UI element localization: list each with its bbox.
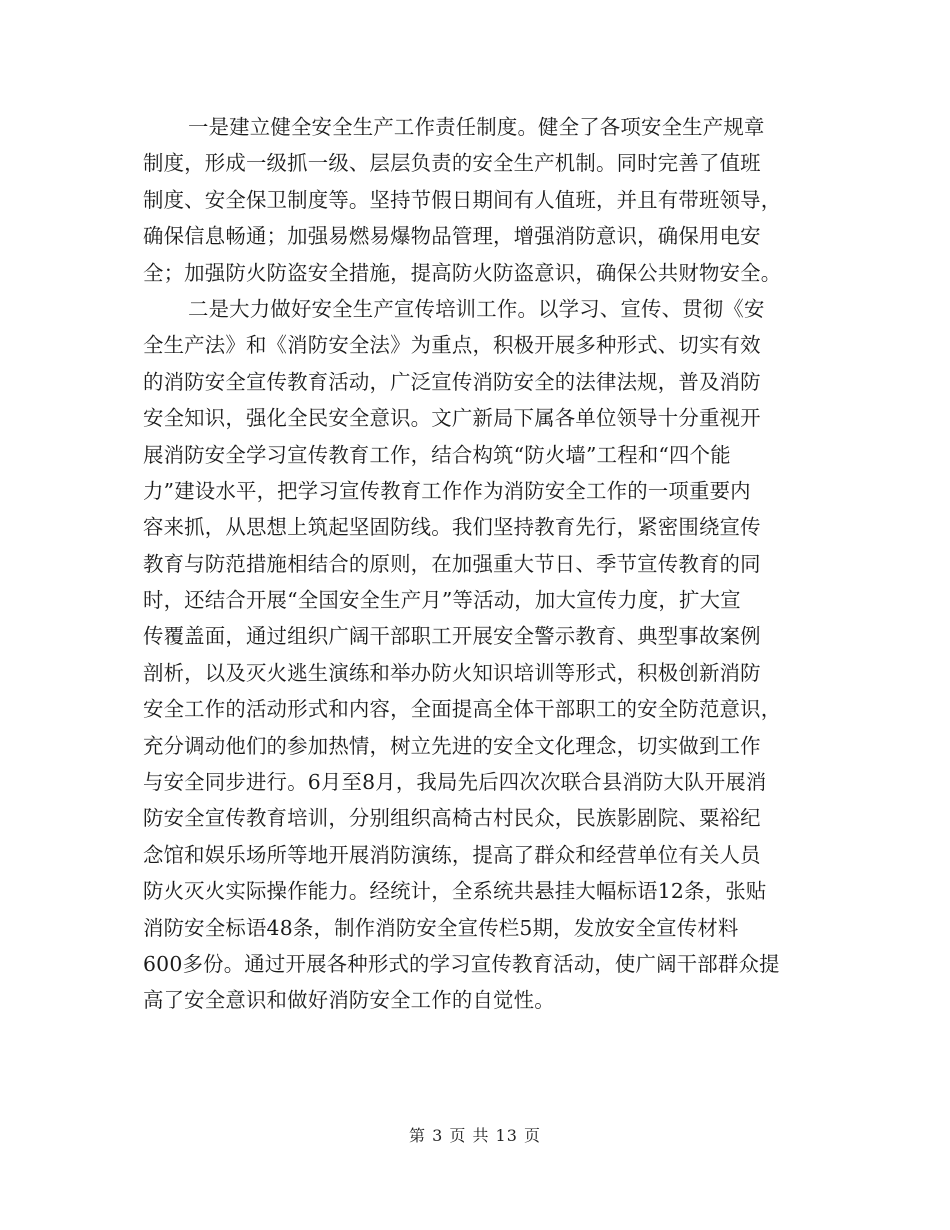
paragraph-2-line-20: 高了安全意识和做好消防安全工作的自觉性。 [143,988,555,1013]
paragraph-2-line-18: 消防安全标语48条，制作消防安全宣传栏5期，发放安全宣传材料 [143,915,739,940]
paragraph-2-line-17: 防火灭火实际操作能力。经统计，全系统共悬挂大幅标语12条，张贴 [143,879,767,904]
document-body [143,109,809,1019]
paragraph-2-line-10: 传覆盖面，通过组织广阔干部职工开展安全警示教育、典型事故案例 [143,624,761,649]
paragraph-1-line-5: 全；加强防火防盗安全措施，提高防火防盗意识，确保公共财物安全。 [143,260,782,285]
paragraph-2-line-11: 剖析，以及灭火逃生演练和举办防火知识培训等形式，积极创新消防 [143,660,761,685]
paragraph-2-line-1: 二是大力做好安全生产宣传培训工作。以学习、宣传、贯彻《安 [188,296,765,321]
paragraph-2-line-12: 安全工作的活动形式和内容，全面提高全体干部职工的安全防范意识， [143,697,782,722]
paragraph-2-line-8: 教育与防范措施相结合的原则，在加强重大节日、季节宣传教育的同 [143,551,761,576]
page-number-footer: 第 3 页 共 13 页 [409,1126,541,1145]
paragraph-2-line-3: 的消防安全宣传教育活动，广泛宣传消防安全的法律法规，普及消防 [143,369,761,394]
paragraph-1-line-3: 制度、安全保卫制度等。坚持节假日期间有人值班，并且有带班领导， [143,187,782,212]
paragraph-1-line-4: 确保信息畅通；加强易燃易爆物品管理，增强消防意识，确保用电安 [143,224,761,249]
paragraph-2-line-15: 防安全宣传教育培训，分别组织高椅古村民众，民族影剧院、粟裕纪 [143,806,761,831]
paragraph-2-line-13: 充分调动他们的参加热情，树立先进的安全文化理念，切实做到工作 [143,733,761,758]
paragraph-2-line-14: 与安全同步进行。6月至8月，我局先后四次次联合县消防大队开展消 [143,770,767,795]
paragraph-2-line-7: 容来抓，从思想上筑起坚固防线。我们坚持教育先行，紧密围绕宣传 [143,515,761,540]
paragraph-1-line-1: 一是建立健全安全生产工作责任制度。健全了各项安全生产规章 [188,115,765,139]
paragraph-2-line-2: 全生产法》和《消防安全法》为重点，积极开展多种形式、切实有效 [143,333,761,358]
paragraph-2-line-5: 展消防安全学习宣传教育工作，结合构筑“防火墙”工程和“四个能 [143,442,731,467]
paragraph-2-line-6: 力”建设水平，把学习宣传教育工作作为消防安全工作的一项重要内 [143,478,751,503]
paragraph-2-line-19: 600多份。通过开展各种形式的学习宣传教育活动，使广阔干部群众提 [143,951,780,976]
paragraph-2-line-4: 安全知识，强化全民安全意识。文广新局下属各单位领导十分重视开 [143,406,761,431]
paragraph-1-line-2: 制度，形成一级抓一级、层层负责的安全生产机制。同时完善了值班 [143,151,761,176]
paragraph-2-line-9: 时，还结合开展“全国安全生产月”等活动，加大宣传力度，扩大宣 [143,588,741,613]
paragraph-2-line-16: 念馆和娱乐场所等地开展消防演练，提高了群众和经营单位有关人员 [143,842,761,867]
